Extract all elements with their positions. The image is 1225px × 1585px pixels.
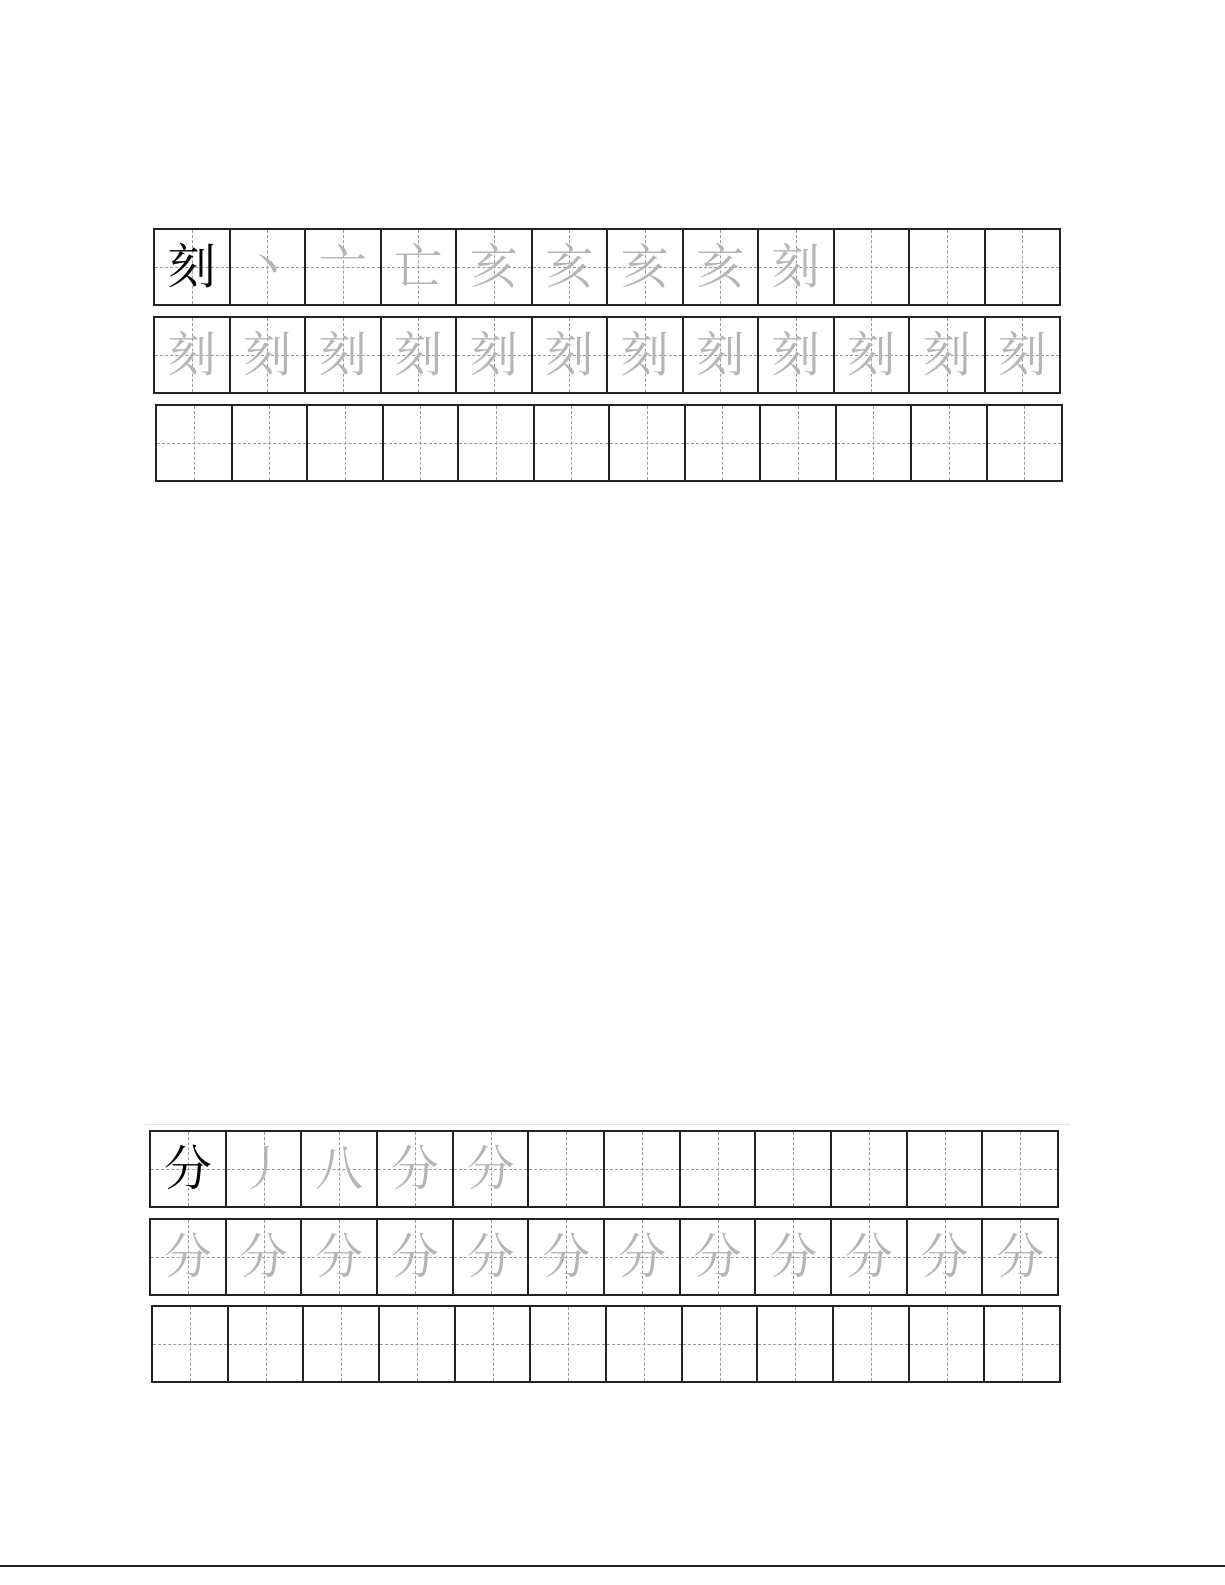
ws2-empty-cell (681, 1132, 757, 1206)
ws1-step-cell (231, 230, 307, 304)
ws1-step-cell (306, 230, 382, 304)
ws1-trace-cell (382, 318, 458, 392)
ws1-trace-character: 刻 (922, 327, 971, 383)
ws1-model-character: 刻 (167, 239, 216, 295)
ws2-trace-cell (227, 1220, 303, 1294)
ws2-stroke-step: 八 (315, 1141, 364, 1197)
ws2-empty-cell (983, 1132, 1057, 1206)
ws2-practice-cell[interactable] (531, 1307, 607, 1381)
ws2-practice-cell[interactable] (456, 1307, 532, 1381)
ws2-stroke-step: 分 (390, 1141, 439, 1197)
ws2-trace-cell (454, 1220, 530, 1294)
ws1-trace-cell (457, 318, 533, 392)
ws1-practice-cell[interactable] (157, 406, 233, 480)
ws1-practice-cell[interactable] (610, 406, 686, 480)
ws2-trace-character: 分 (996, 1229, 1045, 1285)
ws1-step-cell (457, 230, 533, 304)
ws1-trace-cell (986, 318, 1060, 392)
ws1-trace-character: 刻 (771, 327, 820, 383)
ws1-practice-cell[interactable] (535, 406, 611, 480)
ws2-trace-cell (151, 1220, 227, 1294)
ws1-empty-cell (910, 230, 986, 304)
ws2-trace-cell (908, 1220, 984, 1294)
ws1-step-cell (759, 230, 835, 304)
ws2-practice-cell[interactable] (607, 1307, 683, 1381)
ws2-trace-row (149, 1218, 1059, 1296)
ws1-stroke-step: 刻 (771, 239, 820, 295)
ws2-practice-cell[interactable] (834, 1307, 910, 1381)
ws1-step-cell (608, 230, 684, 304)
ws1-trace-cell (759, 318, 835, 392)
ws2-trace-cell (302, 1220, 378, 1294)
ws2-stroke-row (149, 1130, 1059, 1208)
ws2-trace-cell (756, 1220, 832, 1294)
ws2-empty-cell (832, 1132, 908, 1206)
ws1-model-cell (155, 230, 231, 304)
ws1-trace-character: 刻 (243, 327, 292, 383)
ws2-trace-character: 分 (466, 1229, 515, 1285)
ws1-practice-cell[interactable] (837, 406, 913, 480)
ws2-trace-cell (983, 1220, 1057, 1294)
ws1-trace-character: 刻 (318, 327, 367, 383)
ws2-trace-cell (378, 1220, 454, 1294)
ws2-trace-character: 分 (693, 1229, 742, 1285)
ws2-practice-row (151, 1305, 1061, 1383)
ws2-empty-cell (756, 1132, 832, 1206)
ws1-practice-cell[interactable] (761, 406, 837, 480)
ws1-trace-cell (608, 318, 684, 392)
ws1-practice-cell[interactable] (988, 406, 1062, 480)
ws2-practice-cell[interactable] (229, 1307, 305, 1381)
ws1-practice-cell[interactable] (308, 406, 384, 480)
ws2-trace-cell (832, 1220, 908, 1294)
ws1-trace-cell (684, 318, 760, 392)
ws2-model-cell (151, 1132, 227, 1206)
ws1-stroke-step: 亥 (469, 239, 518, 295)
ws1-trace-cell (835, 318, 911, 392)
ws2-empty-cell (605, 1132, 681, 1206)
ws2-stroke-step: 丿 (239, 1141, 288, 1197)
ws1-trace-cell (306, 318, 382, 392)
ws2-step-cell (227, 1132, 303, 1206)
ws2-trace-character: 分 (315, 1229, 364, 1285)
ws2-trace-cell (681, 1220, 757, 1294)
ws1-trace-character: 刻 (620, 327, 669, 383)
ws2-empty-cell (908, 1132, 984, 1206)
ws2-trace-character: 分 (920, 1229, 969, 1285)
ws1-trace-character: 刻 (696, 327, 745, 383)
ws1-step-cell (684, 230, 760, 304)
ws1-practice-cell[interactable] (459, 406, 535, 480)
ws1-stroke-step: 亥 (620, 239, 669, 295)
ws2-practice-cell[interactable] (380, 1307, 456, 1381)
ws1-trace-character: 刻 (394, 327, 443, 383)
ws1-stroke-step: 丶 (243, 239, 292, 295)
ws1-trace-character: 刻 (469, 327, 518, 383)
ws2-trace-character: 分 (769, 1229, 818, 1285)
ws2-model-character: 分 (163, 1141, 212, 1197)
ws1-step-cell (533, 230, 609, 304)
ws2-practice-cell[interactable] (910, 1307, 986, 1381)
ws1-trace-cell (533, 318, 609, 392)
ws1-trace-character: 刻 (847, 327, 896, 383)
ws1-empty-cell (835, 230, 911, 304)
ws2-trace-cell (529, 1220, 605, 1294)
ws1-practice-cell[interactable] (233, 406, 309, 480)
ws2-practice-cell[interactable] (985, 1307, 1059, 1381)
ws1-stroke-step: 亡 (394, 239, 443, 295)
ws1-practice-row (155, 404, 1063, 482)
ws1-practice-cell[interactable] (912, 406, 988, 480)
ws2-practice-cell[interactable] (304, 1307, 380, 1381)
ws1-trace-cell (910, 318, 986, 392)
ws1-step-cell (382, 230, 458, 304)
ws2-trace-character: 分 (844, 1229, 893, 1285)
ws2-step-cell (378, 1132, 454, 1206)
ws1-stroke-row (153, 228, 1061, 306)
ws1-stroke-step: 亥 (696, 239, 745, 295)
ws2-practice-cell[interactable] (153, 1307, 229, 1381)
ws2-practice-cell[interactable] (683, 1307, 759, 1381)
ws2-trace-cell (605, 1220, 681, 1294)
ws1-trace-row (153, 316, 1061, 394)
ws2-step-cell (454, 1132, 530, 1206)
ws1-empty-cell (986, 230, 1060, 304)
ws2-empty-cell (529, 1132, 605, 1206)
ws1-trace-cell (231, 318, 307, 392)
ws2-trace-character: 分 (390, 1229, 439, 1285)
ws1-trace-character: 刻 (545, 327, 594, 383)
ws2-trace-character: 分 (542, 1229, 591, 1285)
ws2-trace-character: 分 (163, 1229, 212, 1285)
ws2-stroke-step: 分 (466, 1141, 515, 1197)
ws2-practice-cell[interactable] (758, 1307, 834, 1381)
ws1-trace-character: 刻 (167, 327, 216, 383)
ws1-trace-cell (155, 318, 231, 392)
ws1-practice-cell[interactable] (686, 406, 762, 480)
ws2-step-cell (302, 1132, 378, 1206)
section-divider (145, 1124, 1070, 1125)
ws1-trace-character: 刻 (998, 327, 1047, 383)
ws1-stroke-step: 亥 (545, 239, 594, 295)
page-bottom-rule (0, 1565, 1225, 1567)
ws2-trace-character: 分 (617, 1229, 666, 1285)
ws1-stroke-step: 亠 (318, 239, 367, 295)
ws2-trace-character: 分 (239, 1229, 288, 1285)
ws1-practice-cell[interactable] (384, 406, 460, 480)
